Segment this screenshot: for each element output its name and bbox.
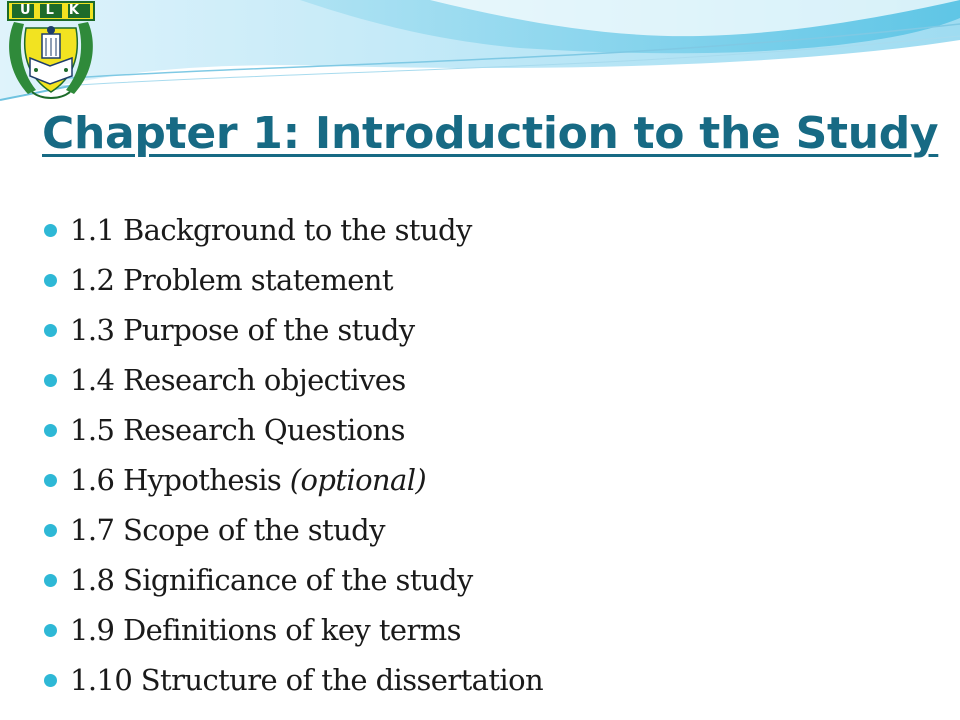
bullet-icon: [44, 324, 57, 337]
list-item: [44, 305, 543, 355]
list-item-label: 1.4 Research objectives: [70, 363, 406, 397]
bullet-icon: [44, 624, 57, 637]
list-item: [44, 405, 543, 455]
list-item-label: 1.1 Background to the study: [70, 213, 472, 247]
list-item-label: 1.5 Research Questions: [70, 413, 405, 447]
list-item: [44, 255, 543, 305]
list-item: [44, 655, 543, 705]
ulk-logo: [2, 0, 100, 104]
bullet-icon: [44, 374, 57, 387]
bullet-list: [44, 205, 543, 705]
list-item-label: 1.10 Structure of the dissertation: [70, 663, 544, 697]
slide-title: Chapter 1: Introduction to the Study: [42, 108, 939, 159]
bullet-icon: [44, 524, 57, 537]
list-item: [44, 355, 543, 405]
list-item: [44, 605, 543, 655]
bullet-icon: [44, 274, 57, 287]
list-item-label: 1.7 Scope of the study: [70, 513, 385, 547]
bullet-icon: [44, 224, 57, 237]
list-item-label: 1.8 Significance of the study: [70, 563, 473, 597]
list-item: [44, 505, 543, 555]
list-item: [44, 555, 543, 605]
list-item-label: 1.9 Definitions of key terms: [70, 613, 461, 647]
list-item-note: (optional): [289, 463, 427, 497]
logo-text: ULK: [20, 3, 94, 18]
bullet-icon: [44, 424, 57, 437]
bullet-icon: [44, 674, 57, 687]
bullet-icon: [44, 574, 57, 587]
list-item-label: 1.6 Hypothesis: [70, 463, 282, 497]
list-item: [44, 455, 543, 505]
list-item-label: 1.3 Purpose of the study: [70, 313, 415, 347]
bullet-icon: [44, 474, 57, 487]
list-item: [44, 205, 543, 255]
list-item-label: 1.2 Problem statement: [70, 263, 393, 297]
